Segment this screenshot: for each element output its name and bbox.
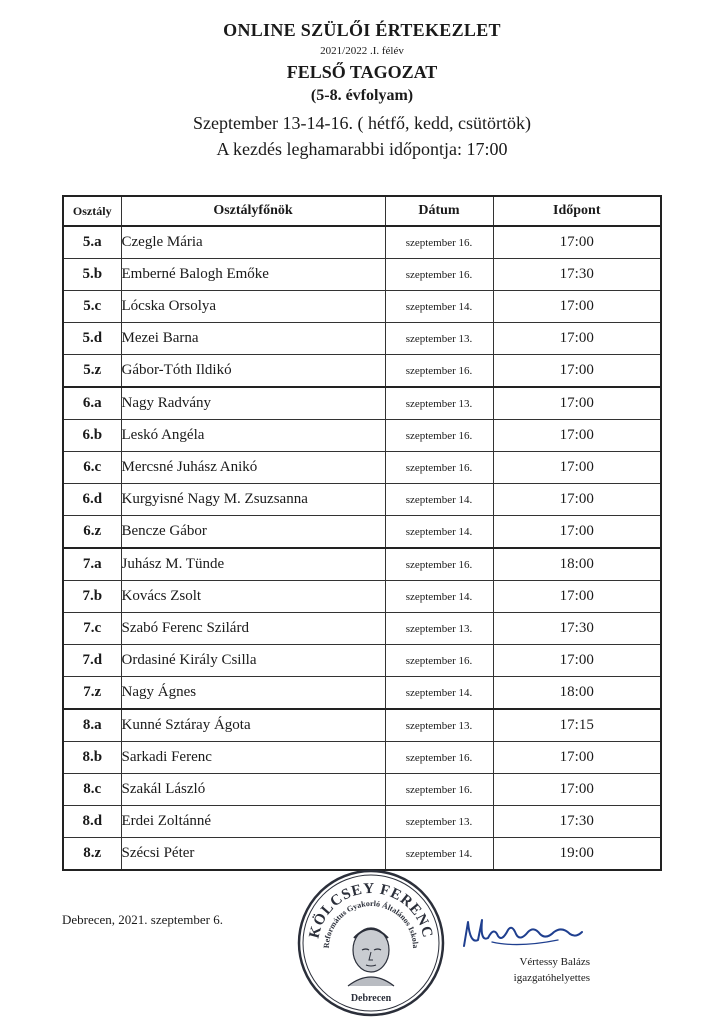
seal-portrait [348, 928, 394, 986]
start-time-note: A kezdés leghamarabbi időpontja: 17:00 [216, 139, 508, 159]
table-row [63, 420, 661, 452]
class-cell: 8.a [63, 709, 121, 742]
class-cell: 6.b [63, 420, 121, 452]
date-cell: szeptember 16. [385, 548, 493, 581]
column-header-class: Osztály [63, 196, 121, 226]
table-row [63, 838, 661, 871]
handwritten-signature-icon [458, 912, 588, 956]
table-row [63, 774, 661, 806]
table-row [63, 581, 661, 613]
date-cell: szeptember 16. [385, 645, 493, 677]
teacher-cell: Kovács Zsolt [121, 581, 385, 613]
seal-bottom-text: Debrecen [350, 993, 392, 1004]
date-cell: szeptember 13. [385, 806, 493, 838]
time-cell: 17:00 [493, 742, 661, 774]
table-row [63, 355, 661, 388]
teacher-cell: Lócska Orsolya [121, 291, 385, 323]
date-cell: szeptember 13. [385, 613, 493, 645]
date-cell: szeptember 16. [385, 742, 493, 774]
table-row [63, 548, 661, 581]
school-year: 2021/2022 .I. félév [320, 45, 404, 57]
document-title: ONLINE SZÜLŐI ÉRTEKEZLET [223, 20, 501, 40]
class-cell: 6.d [63, 484, 121, 516]
column-header-date: Dátum [385, 196, 493, 226]
class-cell: 7.c [63, 613, 121, 645]
teacher-cell: Juhász M. Tünde [121, 548, 385, 581]
date-cell: szeptember 14. [385, 291, 493, 323]
date-cell: szeptember 13. [385, 323, 493, 355]
teacher-cell: Gábor-Tóth Ildikó [121, 355, 385, 388]
class-cell: 5.a [63, 226, 121, 259]
class-cell: 5.b [63, 259, 121, 291]
table-row [63, 806, 661, 838]
time-cell: 17:00 [493, 645, 661, 677]
class-cell: 5.z [63, 355, 121, 388]
table-body [63, 226, 661, 870]
class-cell: 8.c [63, 774, 121, 806]
table-row [63, 677, 661, 710]
table-row [63, 613, 661, 645]
class-cell: 7.a [63, 548, 121, 581]
table-row [63, 291, 661, 323]
teacher-cell: Czegle Mária [121, 226, 385, 259]
teacher-cell: Kunné Sztáray Ágota [121, 709, 385, 742]
date-cell: szeptember 16. [385, 452, 493, 484]
place-and-date: Debrecen, 2021. szeptember 6. [62, 912, 223, 927]
teacher-cell: Nagy Radvány [121, 387, 385, 420]
table-header [63, 196, 661, 226]
teacher-cell: Kurgyisné Nagy M. Zsuzsanna [121, 484, 385, 516]
time-cell: 17:30 [493, 806, 661, 838]
time-cell: 17:00 [493, 581, 661, 613]
class-cell: 7.d [63, 645, 121, 677]
table-row [63, 259, 661, 291]
time-cell: 17:00 [493, 387, 661, 420]
seal-outer-text: KÖLCSEY FERENC [306, 880, 436, 941]
time-cell: 18:00 [493, 677, 661, 710]
time-cell: 17:00 [493, 774, 661, 806]
table-row [63, 645, 661, 677]
table-row [63, 387, 661, 420]
teacher-cell: Ordasiné Király Csilla [121, 645, 385, 677]
signer-title: igazgatóhelyettes [513, 972, 590, 984]
class-cell: 7.z [63, 677, 121, 710]
schedule-table [62, 195, 662, 871]
teacher-cell: Szécsi Péter [121, 838, 385, 871]
time-cell: 17:30 [493, 613, 661, 645]
time-cell: 17:00 [493, 484, 661, 516]
class-cell: 8.b [63, 742, 121, 774]
time-cell: 17:15 [493, 709, 661, 742]
date-cell: szeptember 16. [385, 774, 493, 806]
time-cell: 18:00 [493, 548, 661, 581]
teacher-cell: Szabó Ferenc Szilárd [121, 613, 385, 645]
time-cell: 17:00 [493, 420, 661, 452]
table-row [63, 709, 661, 742]
class-cell: 7.b [63, 581, 121, 613]
table-row [63, 452, 661, 484]
teacher-cell: Leskó Angéla [121, 420, 385, 452]
teacher-cell: Sarkadi Ferenc [121, 742, 385, 774]
date-cell: szeptember 13. [385, 387, 493, 420]
date-cell: szeptember 14. [385, 677, 493, 710]
time-cell: 17:00 [493, 452, 661, 484]
meeting-dates: Szeptember 13-14-16. ( hétfő, kedd, csütörtök) [193, 113, 531, 133]
teacher-cell: Mezei Barna [121, 323, 385, 355]
class-cell: 6.a [63, 387, 121, 420]
teacher-cell: Emberné Balogh Emőke [121, 259, 385, 291]
time-cell: 17:00 [493, 516, 661, 549]
teacher-cell: Nagy Ágnes [121, 677, 385, 710]
class-cell: 8.d [63, 806, 121, 838]
date-cell: szeptember 16. [385, 420, 493, 452]
time-cell: 17:30 [493, 259, 661, 291]
section-title: FELSŐ TAGOZAT [286, 62, 438, 82]
time-cell: 17:00 [493, 323, 661, 355]
class-cell: 8.z [63, 838, 121, 871]
document-header [0, 18, 724, 161]
time-cell: 17:00 [493, 291, 661, 323]
grades-range: (5-8. évfolyam) [310, 87, 414, 104]
teacher-cell: Bencze Gábor [121, 516, 385, 549]
time-cell: 17:00 [493, 226, 661, 259]
table-row [63, 226, 661, 259]
class-cell: 5.c [63, 291, 121, 323]
table-row [63, 516, 661, 549]
teacher-cell: Szakál László [121, 774, 385, 806]
class-cell: 6.z [63, 516, 121, 549]
column-header-teacher: Osztályfőnök [121, 196, 385, 226]
teacher-cell: Mercsné Juhász Anikó [121, 452, 385, 484]
signer-block [470, 954, 590, 986]
date-cell: szeptember 14. [385, 484, 493, 516]
column-header-time: Időpont [493, 196, 661, 226]
class-cell: 6.c [63, 452, 121, 484]
school-seal-icon [296, 868, 446, 1018]
time-cell: 17:00 [493, 355, 661, 388]
time-cell: 19:00 [493, 838, 661, 871]
class-cell: 5.d [63, 323, 121, 355]
date-cell: szeptember 16. [385, 226, 493, 259]
date-cell: szeptember 13. [385, 709, 493, 742]
date-cell: szeptember 16. [385, 355, 493, 388]
table-header-row [63, 196, 661, 226]
table-row [63, 484, 661, 516]
date-cell: szeptember 14. [385, 516, 493, 549]
table-row [63, 742, 661, 774]
date-cell: szeptember 14. [385, 581, 493, 613]
signer-name: Vértessy Balázs [519, 956, 590, 968]
date-cell: szeptember 14. [385, 838, 493, 871]
date-cell: szeptember 16. [385, 259, 493, 291]
table-row [63, 323, 661, 355]
seal-inner-text: Református Gyakorló Általános Iskola [321, 898, 421, 949]
teacher-cell: Erdei Zoltánné [121, 806, 385, 838]
